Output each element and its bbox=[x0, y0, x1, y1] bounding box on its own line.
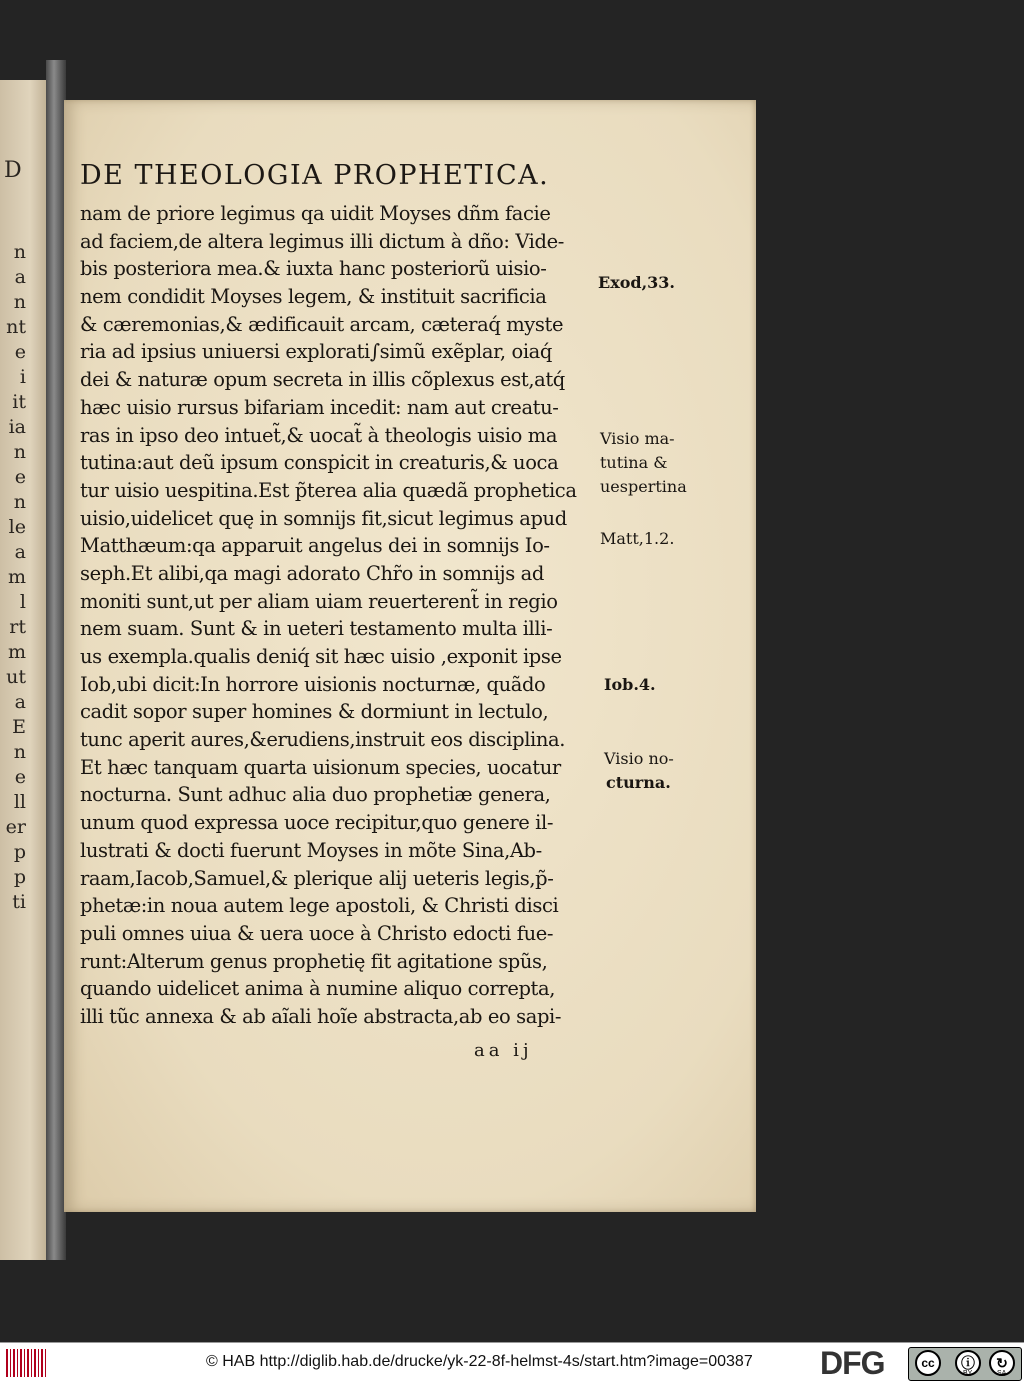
text-line: nam de priore legimus qa uidit Moyses dñm facie bbox=[80, 202, 551, 225]
text-line: ras in ipso deo intuet̃,& uocat̃ à theologis uisio ma bbox=[80, 423, 558, 447]
previous-page-letter: ia bbox=[8, 416, 26, 438]
previous-page-letter: a bbox=[14, 691, 26, 713]
previous-page-letter: a bbox=[14, 266, 26, 288]
text-line: us exempla.qualis deniq́ sit hæc uisio ,exponit ipse bbox=[80, 645, 562, 668]
cc-icon: cc bbox=[915, 1350, 941, 1376]
previous-page-letter: ll bbox=[13, 791, 26, 813]
previous-page-letter: n bbox=[13, 741, 26, 763]
previous-page-letter: E bbox=[12, 716, 26, 738]
text-line: hæc uisio rursus bifariam incedit: nam aut creatu- bbox=[80, 395, 559, 419]
barcode-logo bbox=[6, 1349, 46, 1377]
text-line: ria ad ipsius uniuersi explorati∫simũ exẽplar, oiaq́ bbox=[80, 340, 552, 364]
previous-page-letter: p bbox=[13, 841, 26, 863]
book-page bbox=[64, 100, 756, 1212]
signature-mark: aa ij bbox=[474, 1040, 533, 1061]
text-line: puli omnes uiua & uera uoce à Christo edocti fue- bbox=[80, 921, 554, 945]
previous-page-letter: ut bbox=[6, 666, 26, 688]
previous-page-letter: n bbox=[13, 491, 26, 513]
text-line: Matthæum:qa apparuit angelus dei in somnijs Io- bbox=[80, 534, 550, 558]
sa-label: SA bbox=[997, 1370, 1007, 1377]
text-line: uisio,uidelicet quę in somnijs fit,sicut legimus apud bbox=[80, 506, 567, 530]
previous-page-letter: it bbox=[12, 391, 26, 413]
text-line: nem condidit Moyses legem, & instituit sacrificia bbox=[80, 285, 547, 309]
previous-page-letter: l bbox=[19, 591, 26, 613]
by-label: BY bbox=[963, 1370, 973, 1377]
previous-page-letter: e bbox=[14, 766, 26, 788]
footer-credit-link[interactable]: © HAB http://diglib.hab.de/drucke/yk-22-8f-helmst-4s/start.htm?image=00387 bbox=[206, 1353, 753, 1370]
text-line: unum quod expressa uoce recipitur,quo genere il- bbox=[80, 811, 554, 835]
dfg-logo: DFG bbox=[820, 1345, 885, 1381]
text-line: seph.Et alibi,qa magi adorato Chr̃o in somnijs ad bbox=[80, 561, 544, 585]
text-line: raam,Iacob,Samuel,& plerique alij ueteris legis,p̃- bbox=[80, 866, 554, 890]
previous-page-letter: e bbox=[14, 341, 26, 363]
margin-note-uespertina: uespertina bbox=[600, 477, 687, 496]
previous-page-letter: m bbox=[7, 641, 26, 663]
margin-note-exod: Exod,33. bbox=[598, 273, 675, 292]
previous-page-letter: le bbox=[8, 516, 26, 538]
text-block bbox=[80, 200, 600, 1031]
margin-note-visio-nocturna: Visio no- bbox=[604, 749, 674, 768]
previous-page-letter: a bbox=[14, 541, 26, 563]
text-line: tunc aperit aures,&erudiens,instruit eos disciplina. bbox=[80, 728, 566, 752]
previous-page-edge bbox=[0, 80, 50, 1260]
previous-page-letter: m bbox=[7, 566, 26, 588]
margin-note-matt: Matt,1.2. bbox=[600, 529, 675, 548]
cc-license-badge[interactable] bbox=[908, 1347, 1022, 1381]
text-line: ad faciem,de altera legimus illi dictum à dño: Vide- bbox=[80, 229, 564, 253]
previous-page-letter: n bbox=[13, 291, 26, 313]
footer-bar bbox=[0, 1342, 1024, 1383]
text-line: Et hæc tanquam quarta uisionum species, uocatur bbox=[80, 755, 561, 779]
text-line: tur uisio uespitina.Est p̃terea alia quædã prophetica bbox=[80, 478, 577, 502]
margin-note-cturna: cturna. bbox=[606, 773, 671, 792]
text-line: nem suam. Sunt & in ueteri testamento multa illi- bbox=[80, 617, 553, 641]
previous-page-letter: n bbox=[13, 241, 26, 263]
previous-page-letter: rt bbox=[9, 616, 26, 638]
previous-page-letter: p bbox=[13, 866, 26, 888]
previous-page-top-letter: D bbox=[4, 158, 22, 183]
previous-page-letter: er bbox=[5, 816, 26, 838]
margin-note-visio-matutina: Visio ma- bbox=[600, 429, 675, 448]
running-head: DE THEOLOGIA PROPHETICA. bbox=[80, 160, 550, 191]
text-line: lustrati & docti fuerunt Moyses in mõte Sina,Ab- bbox=[80, 838, 542, 862]
text-line: cadit sopor super homines & dormiunt in lectulo, bbox=[80, 700, 549, 724]
text-line: bis posteriora mea.& iuxta hanc posteriorũ uisio- bbox=[80, 257, 547, 281]
text-line: nocturna. Sunt adhuc alia duo prophetiæ genera, bbox=[80, 783, 551, 807]
margin-note-tutina: tutina & bbox=[600, 453, 668, 472]
previous-page-letter: nt bbox=[6, 316, 26, 338]
text-line: Iob,ubi dicit:In horrore uisionis nocturnæ, quãdo bbox=[80, 672, 546, 696]
previous-page-letter: i bbox=[19, 366, 26, 388]
text-line: dei & naturæ opum secreta in illis cõplexus est,atq́ bbox=[80, 368, 565, 392]
text-line: moniti sunt,ut per aliam uiam reuerterent̃ in regio bbox=[80, 589, 558, 613]
margin-note-iob: Iob.4. bbox=[604, 675, 656, 694]
text-line: tutina:aut deũ ipsum conspicit in creaturis,& uoca bbox=[80, 451, 559, 475]
text-line: illi tũc annexa & ab aĩali hoĩe abstracta,ab eo sapi- bbox=[80, 1004, 562, 1028]
previous-page-letter: e bbox=[14, 466, 26, 488]
book-spine bbox=[46, 60, 66, 1260]
text-line: quando uidelicet anima à numine aliquo correpta, bbox=[80, 977, 556, 1001]
previous-page-letter: n bbox=[13, 441, 26, 463]
sa-share-icon: ↻ bbox=[989, 1350, 1015, 1376]
previous-page-letters bbox=[0, 240, 26, 915]
previous-page-letter: ti bbox=[12, 891, 26, 913]
by-person-icon: ⓘ bbox=[955, 1350, 981, 1376]
text-line: runt:Alterum genus prophetię fit agitatione spũs, bbox=[80, 949, 548, 973]
text-line: & cæremonias,& ædificauit arcam, cæteraq́ myste bbox=[80, 312, 564, 336]
text-line: phetæ:in noua autem lege apostoli, & Christi disci bbox=[80, 894, 559, 918]
